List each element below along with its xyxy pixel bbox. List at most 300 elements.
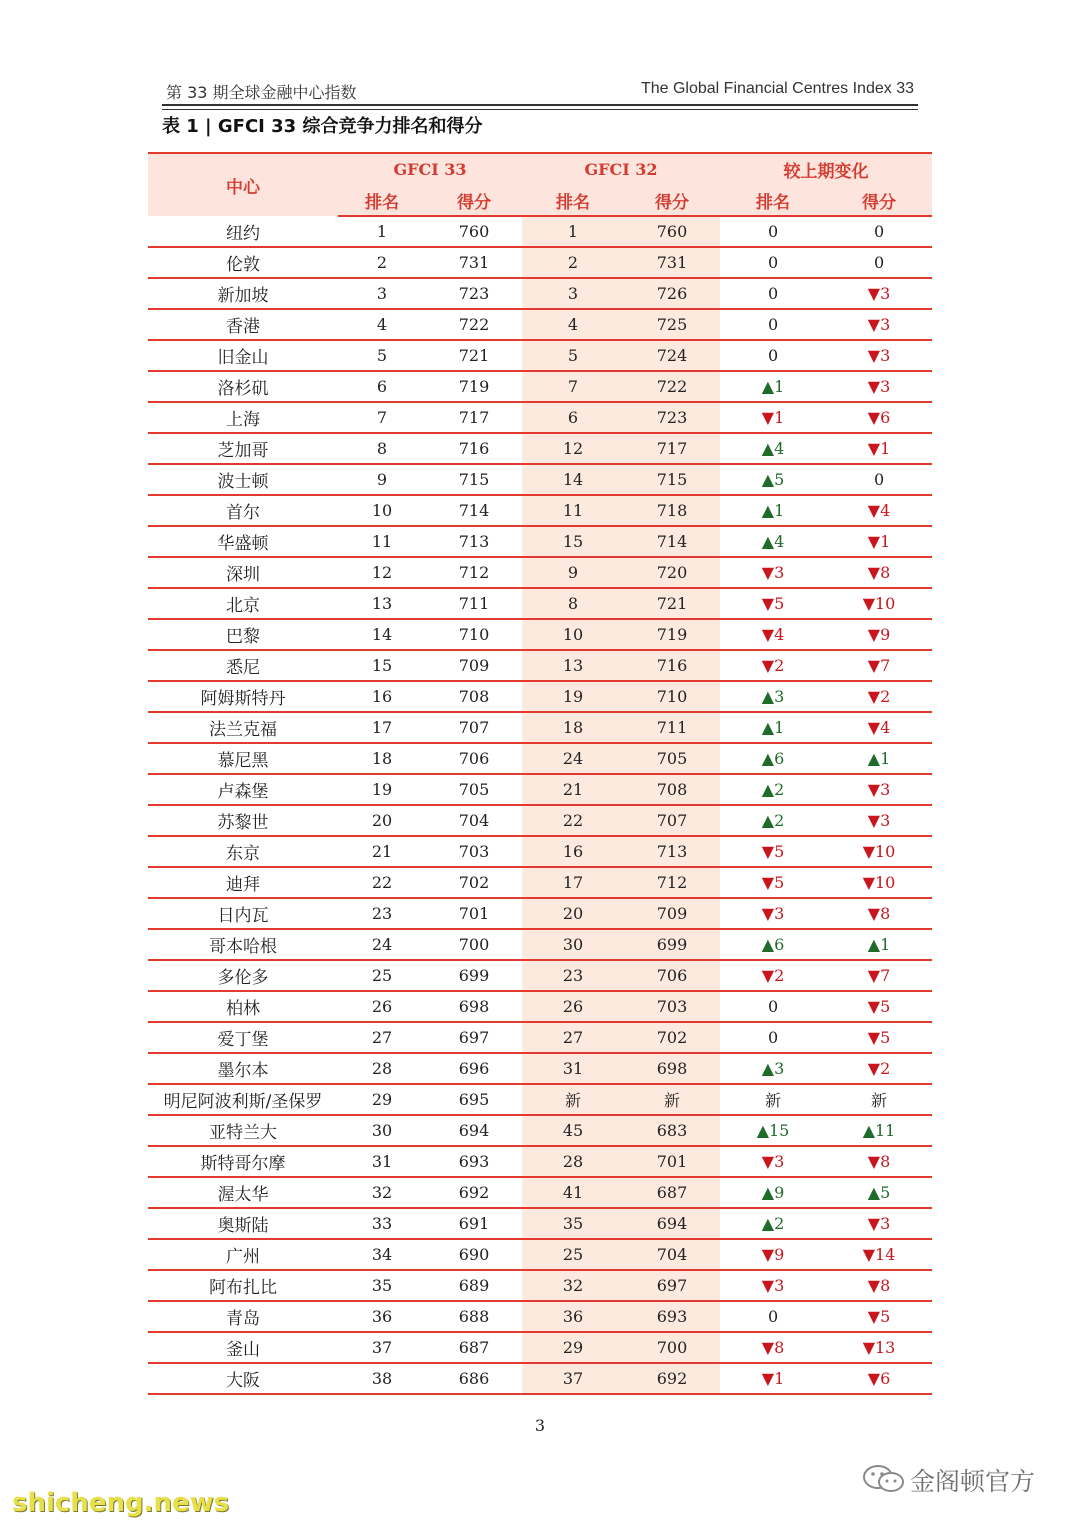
cell-change-score: ▼7	[826, 650, 932, 681]
cell-center: 芝加哥	[148, 433, 338, 464]
cell-gfci33-rank: 27	[338, 1022, 426, 1053]
cell-gfci32-score: 687	[624, 1177, 720, 1208]
cell-gfci33-score: 700	[426, 929, 522, 960]
cell-gfci33-rank: 16	[338, 681, 426, 712]
cell-change-score: ▼3	[826, 278, 932, 309]
cell-center: 香港	[148, 309, 338, 340]
header-right: The Global Financial Centres Index 33	[640, 80, 914, 97]
cell-gfci33-rank: 28	[338, 1053, 426, 1084]
cell-gfci32-score: 711	[624, 712, 720, 743]
cell-change-score: ▲1	[826, 929, 932, 960]
table-row	[148, 1146, 932, 1177]
table-row	[148, 1115, 932, 1146]
cell-change-rank: ▲1	[720, 495, 826, 526]
cell-change-score: 0	[826, 464, 932, 495]
cell-gfci32-rank: 新	[522, 1084, 624, 1115]
cell-gfci33-score: 722	[426, 309, 522, 340]
cell-gfci32-score: 705	[624, 743, 720, 774]
cell-change-rank: 0	[720, 278, 826, 309]
page-number: 3	[534, 1416, 546, 1435]
table-row	[148, 836, 932, 867]
cell-center: 巴黎	[148, 619, 338, 650]
cell-gfci32-rank: 15	[522, 526, 624, 557]
cell-gfci32-rank: 2	[522, 247, 624, 278]
cell-change-rank: 0	[720, 247, 826, 278]
cell-change-rank: ▲1	[720, 712, 826, 743]
cell-gfci33-score: 706	[426, 743, 522, 774]
cell-gfci33-score: 712	[426, 557, 522, 588]
cell-change-rank: ▼2	[720, 650, 826, 681]
table-row	[148, 1053, 932, 1084]
table-row	[148, 681, 932, 712]
col-gfci32-header: GFCI 32	[522, 153, 720, 185]
cell-center: 爱丁堡	[148, 1022, 338, 1053]
cell-gfci33-rank: 15	[338, 650, 426, 681]
cell-change-score: ▼2	[826, 1053, 932, 1084]
cell-gfci33-score: 688	[426, 1301, 522, 1332]
cell-gfci32-rank: 14	[522, 464, 624, 495]
cell-change-rank: ▲5	[720, 464, 826, 495]
cell-change-score: ▼13	[826, 1332, 932, 1363]
cell-gfci33-score: 714	[426, 495, 522, 526]
cell-gfci32-rank: 10	[522, 619, 624, 650]
cell-center: 阿姆斯特丹	[148, 681, 338, 712]
cell-change-score: ▼3	[826, 774, 932, 805]
cell-change-rank: ▲4	[720, 433, 826, 464]
cell-gfci32-score: 708	[624, 774, 720, 805]
cell-change-rank: 0	[720, 991, 826, 1022]
cell-change-score: ▼3	[826, 1208, 932, 1239]
table-row	[148, 216, 932, 247]
cell-gfci33-rank: 23	[338, 898, 426, 929]
cell-gfci32-rank: 5	[522, 340, 624, 371]
cell-gfci33-score: 707	[426, 712, 522, 743]
cell-gfci33-rank: 24	[338, 929, 426, 960]
cell-gfci32-score: 725	[624, 309, 720, 340]
cell-center: 洛杉矶	[148, 371, 338, 402]
cell-center: 卢森堡	[148, 774, 338, 805]
cell-gfci33-rank: 21	[338, 836, 426, 867]
cell-change-rank: ▼3	[720, 1146, 826, 1177]
cell-gfci32-rank: 45	[522, 1115, 624, 1146]
table-row	[148, 402, 932, 433]
cell-center: 东京	[148, 836, 338, 867]
cell-gfci33-score: 721	[426, 340, 522, 371]
col-center-header: 中心	[148, 153, 338, 216]
cell-gfci32-score: 760	[624, 216, 720, 247]
cell-gfci32-rank: 12	[522, 433, 624, 464]
cell-gfci33-rank: 5	[338, 340, 426, 371]
site-watermark: shicheng.news	[12, 1488, 230, 1518]
cell-center: 深圳	[148, 557, 338, 588]
cell-gfci33-score: 694	[426, 1115, 522, 1146]
cell-gfci33-rank: 17	[338, 712, 426, 743]
col-change-header: 较上期变化	[720, 153, 932, 185]
cell-change-rank: 0	[720, 309, 826, 340]
cell-gfci33-rank: 26	[338, 991, 426, 1022]
cell-change-rank: ▼3	[720, 1270, 826, 1301]
cell-change-rank: ▼5	[720, 836, 826, 867]
cell-center: 柏林	[148, 991, 338, 1022]
cell-gfci33-score: 708	[426, 681, 522, 712]
cell-gfci32-rank: 35	[522, 1208, 624, 1239]
cell-center: 墨尔本	[148, 1053, 338, 1084]
cell-change-score: ▼5	[826, 1022, 932, 1053]
cell-gfci33-rank: 10	[338, 495, 426, 526]
cell-change-rank: ▼4	[720, 619, 826, 650]
cell-gfci33-score: 716	[426, 433, 522, 464]
cell-gfci32-score: 718	[624, 495, 720, 526]
cell-gfci33-score: 723	[426, 278, 522, 309]
cell-gfci32-rank: 19	[522, 681, 624, 712]
cell-gfci32-score: 712	[624, 867, 720, 898]
table-row	[148, 774, 932, 805]
cell-gfci33-rank: 2	[338, 247, 426, 278]
table-row	[148, 1270, 932, 1301]
cell-center: 明尼阿波利斯/圣保罗	[148, 1084, 338, 1115]
cell-center: 釜山	[148, 1332, 338, 1363]
cell-change-score: ▼3	[826, 371, 932, 402]
cell-change-score: 0	[826, 247, 932, 278]
cell-gfci32-rank: 31	[522, 1053, 624, 1084]
cell-gfci33-rank: 38	[338, 1363, 426, 1394]
table-row	[148, 960, 932, 991]
cell-gfci33-score: 717	[426, 402, 522, 433]
cell-gfci33-rank: 14	[338, 619, 426, 650]
cell-gfci33-score: 686	[426, 1363, 522, 1394]
cell-gfci32-rank: 11	[522, 495, 624, 526]
cell-center: 大阪	[148, 1363, 338, 1394]
cell-gfci32-rank: 20	[522, 898, 624, 929]
cell-gfci32-score: 720	[624, 557, 720, 588]
table-body	[148, 216, 932, 1394]
cell-gfci33-rank: 33	[338, 1208, 426, 1239]
cell-gfci33-score: 713	[426, 526, 522, 557]
cell-center: 苏黎世	[148, 805, 338, 836]
cell-gfci32-rank: 9	[522, 557, 624, 588]
cell-change-score: ▼8	[826, 898, 932, 929]
cell-gfci32-score: 703	[624, 991, 720, 1022]
cell-change-score: ▼1	[826, 526, 932, 557]
cell-gfci32-score: 721	[624, 588, 720, 619]
table-row	[148, 650, 932, 681]
cell-gfci32-score: 704	[624, 1239, 720, 1270]
cell-change-rank: ▲4	[720, 526, 826, 557]
cell-change-score: ▼4	[826, 712, 932, 743]
cell-gfci32-score: 714	[624, 526, 720, 557]
cell-gfci32-score: 697	[624, 1270, 720, 1301]
cell-gfci33-score: 699	[426, 960, 522, 991]
table-row	[148, 1208, 932, 1239]
cell-change-score: ▼2	[826, 681, 932, 712]
cell-change-score: 新	[826, 1084, 932, 1115]
cell-gfci32-score: 692	[624, 1363, 720, 1394]
cell-center: 广州	[148, 1239, 338, 1270]
cell-gfci33-rank: 13	[338, 588, 426, 619]
cell-change-rank: ▲6	[720, 743, 826, 774]
cell-gfci33-rank: 12	[338, 557, 426, 588]
col-gfci32-score: 得分	[624, 185, 720, 216]
account-watermark: 金阁顿官方	[910, 1467, 1036, 1496]
cell-center: 上海	[148, 402, 338, 433]
table-row	[148, 619, 932, 650]
table-row	[148, 1363, 932, 1394]
col-change-rank: 排名	[720, 185, 826, 216]
cell-gfci33-rank: 30	[338, 1115, 426, 1146]
cell-gfci32-score: 706	[624, 960, 720, 991]
cell-gfci33-score: 687	[426, 1332, 522, 1363]
cell-gfci32-rank: 3	[522, 278, 624, 309]
cell-center: 哥本哈根	[148, 929, 338, 960]
cell-gfci32-score: 709	[624, 898, 720, 929]
cell-gfci32-rank: 36	[522, 1301, 624, 1332]
cell-gfci32-rank: 41	[522, 1177, 624, 1208]
cell-change-score: ▼8	[826, 1146, 932, 1177]
cell-gfci32-score: 731	[624, 247, 720, 278]
cell-gfci33-rank: 6	[338, 371, 426, 402]
cell-gfci32-score: 693	[624, 1301, 720, 1332]
cell-gfci32-rank: 23	[522, 960, 624, 991]
cell-gfci33-score: 704	[426, 805, 522, 836]
cell-gfci32-rank: 32	[522, 1270, 624, 1301]
table-row	[148, 247, 932, 278]
cell-gfci32-score: 699	[624, 929, 720, 960]
cell-gfci33-rank: 22	[338, 867, 426, 898]
cell-gfci33-score: 701	[426, 898, 522, 929]
table-row	[148, 1022, 932, 1053]
cell-gfci32-score: 726	[624, 278, 720, 309]
cell-change-rank: ▲3	[720, 681, 826, 712]
cell-gfci33-rank: 36	[338, 1301, 426, 1332]
cell-change-score: 0	[826, 216, 932, 247]
cell-center: 亚特兰大	[148, 1115, 338, 1146]
cell-change-rank: 新	[720, 1084, 826, 1115]
table-row	[148, 526, 932, 557]
cell-gfci33-rank: 35	[338, 1270, 426, 1301]
wechat-icon	[862, 1464, 906, 1494]
cell-gfci33-rank: 7	[338, 402, 426, 433]
table-row	[148, 1332, 932, 1363]
cell-change-score: ▼14	[826, 1239, 932, 1270]
cell-gfci32-score: 683	[624, 1115, 720, 1146]
cell-change-score: ▼3	[826, 805, 932, 836]
cell-gfci33-rank: 25	[338, 960, 426, 991]
cell-change-rank: ▼3	[720, 898, 826, 929]
cell-center: 多伦多	[148, 960, 338, 991]
cell-center: 纽约	[148, 216, 338, 247]
cell-change-score: ▼8	[826, 1270, 932, 1301]
cell-gfci32-score: 701	[624, 1146, 720, 1177]
cell-gfci32-rank: 37	[522, 1363, 624, 1394]
cell-change-rank: ▼5	[720, 867, 826, 898]
cell-center: 悉尼	[148, 650, 338, 681]
cell-gfci33-score: 705	[426, 774, 522, 805]
col-gfci33-rank: 排名	[338, 185, 426, 216]
cell-center: 日内瓦	[148, 898, 338, 929]
cell-gfci33-score: 689	[426, 1270, 522, 1301]
cell-gfci33-rank: 37	[338, 1332, 426, 1363]
cell-change-score: ▲1	[826, 743, 932, 774]
table-title: 表 1 | GFCI 33 综合竞争力排名和得分	[162, 116, 483, 137]
cell-change-score: ▼3	[826, 309, 932, 340]
cell-center: 渥太华	[148, 1177, 338, 1208]
cell-change-rank: 0	[720, 1301, 826, 1332]
cell-gfci33-score: 697	[426, 1022, 522, 1053]
cell-gfci32-rank: 29	[522, 1332, 624, 1363]
col-gfci32-rank: 排名	[522, 185, 624, 216]
cell-gfci33-score: 711	[426, 588, 522, 619]
cell-gfci33-rank: 32	[338, 1177, 426, 1208]
cell-change-rank: ▲6	[720, 929, 826, 960]
cell-gfci32-rank: 4	[522, 309, 624, 340]
table-row	[148, 588, 932, 619]
cell-gfci32-rank: 6	[522, 402, 624, 433]
cell-gfci33-score: 702	[426, 867, 522, 898]
cell-gfci33-score: 709	[426, 650, 522, 681]
cell-gfci33-score: 703	[426, 836, 522, 867]
running-header	[162, 78, 918, 106]
col-gfci33-header: GFCI 33	[338, 153, 522, 185]
table-row	[148, 495, 932, 526]
cell-gfci33-score: 731	[426, 247, 522, 278]
cell-gfci32-score: 717	[624, 433, 720, 464]
cell-gfci33-score: 760	[426, 216, 522, 247]
cell-change-rank: ▲2	[720, 1208, 826, 1239]
cell-gfci33-rank: 1	[338, 216, 426, 247]
cell-center: 波士顿	[148, 464, 338, 495]
cell-change-score: ▼7	[826, 960, 932, 991]
cell-gfci32-rank: 16	[522, 836, 624, 867]
cell-gfci33-rank: 9	[338, 464, 426, 495]
cell-center: 迪拜	[148, 867, 338, 898]
cell-gfci33-rank: 29	[338, 1084, 426, 1115]
cell-gfci33-score: 692	[426, 1177, 522, 1208]
table-row	[148, 991, 932, 1022]
cell-change-rank: ▲15	[720, 1115, 826, 1146]
cell-gfci32-score: 716	[624, 650, 720, 681]
cell-gfci32-score: 724	[624, 340, 720, 371]
cell-gfci33-score: 696	[426, 1053, 522, 1084]
cell-change-rank: 0	[720, 216, 826, 247]
cell-change-rank: ▼9	[720, 1239, 826, 1270]
cell-gfci33-rank: 4	[338, 309, 426, 340]
cell-gfci33-rank: 18	[338, 743, 426, 774]
cell-gfci33-score: 710	[426, 619, 522, 650]
cell-change-score: ▼10	[826, 836, 932, 867]
table-row	[148, 867, 932, 898]
cell-gfci33-score: 691	[426, 1208, 522, 1239]
table-row	[148, 433, 932, 464]
cell-gfci32-score: 713	[624, 836, 720, 867]
cell-gfci32-rank: 30	[522, 929, 624, 960]
cell-gfci33-score: 698	[426, 991, 522, 1022]
cell-gfci32-rank: 27	[522, 1022, 624, 1053]
cell-gfci33-rank: 11	[338, 526, 426, 557]
cell-center: 慕尼黑	[148, 743, 338, 774]
cell-change-rank: ▼5	[720, 588, 826, 619]
gfci-ranking-table	[148, 152, 932, 1395]
table-row	[148, 1084, 932, 1115]
cell-gfci32-rank: 26	[522, 991, 624, 1022]
cell-change-score: ▼6	[826, 1363, 932, 1394]
table-row	[148, 712, 932, 743]
cell-center: 法兰克福	[148, 712, 338, 743]
cell-change-score: ▼9	[826, 619, 932, 650]
table-row	[148, 340, 932, 371]
cell-center: 北京	[148, 588, 338, 619]
cell-change-score: ▲5	[826, 1177, 932, 1208]
table-row	[148, 929, 932, 960]
cell-center: 奥斯陆	[148, 1208, 338, 1239]
cell-change-score: ▼10	[826, 867, 932, 898]
table-row	[148, 1177, 932, 1208]
cell-gfci32-score: 700	[624, 1332, 720, 1363]
table-row	[148, 1239, 932, 1270]
cell-gfci32-rank: 13	[522, 650, 624, 681]
cell-gfci33-score: 693	[426, 1146, 522, 1177]
cell-gfci32-score: 710	[624, 681, 720, 712]
cell-gfci32-score: 722	[624, 371, 720, 402]
col-gfci33-score: 得分	[426, 185, 522, 216]
table-row	[148, 898, 932, 929]
cell-gfci33-rank: 8	[338, 433, 426, 464]
cell-gfci32-rank: 24	[522, 743, 624, 774]
cell-change-rank: ▼3	[720, 557, 826, 588]
cell-change-rank: ▲3	[720, 1053, 826, 1084]
cell-gfci32-rank: 1	[522, 216, 624, 247]
cell-gfci32-rank: 28	[522, 1146, 624, 1177]
table-row	[148, 371, 932, 402]
cell-gfci32-score: 新	[624, 1084, 720, 1115]
cell-change-score: ▲11	[826, 1115, 932, 1146]
cell-center: 斯特哥尔摩	[148, 1146, 338, 1177]
cell-gfci32-score: 698	[624, 1053, 720, 1084]
table-row	[148, 805, 932, 836]
cell-change-rank: ▲2	[720, 774, 826, 805]
cell-gfci33-score: 715	[426, 464, 522, 495]
cell-gfci32-score: 707	[624, 805, 720, 836]
cell-center: 首尔	[148, 495, 338, 526]
cell-change-rank: ▲2	[720, 805, 826, 836]
col-change-score: 得分	[826, 185, 932, 216]
cell-center: 华盛顿	[148, 526, 338, 557]
cell-gfci32-rank: 22	[522, 805, 624, 836]
cell-change-rank: ▼2	[720, 960, 826, 991]
cell-center: 新加坡	[148, 278, 338, 309]
cell-gfci33-score: 695	[426, 1084, 522, 1115]
table-row	[148, 557, 932, 588]
cell-gfci32-rank: 7	[522, 371, 624, 402]
cell-change-rank: 0	[720, 340, 826, 371]
cell-change-score: ▼8	[826, 557, 932, 588]
cell-change-score: ▼6	[826, 402, 932, 433]
table-row	[148, 1301, 932, 1332]
cell-change-score: ▼10	[826, 588, 932, 619]
cell-change-rank: ▼8	[720, 1332, 826, 1363]
table-row	[148, 464, 932, 495]
cell-change-score: ▼5	[826, 1301, 932, 1332]
cell-gfci32-rank: 18	[522, 712, 624, 743]
cell-change-score: ▼5	[826, 991, 932, 1022]
header-rule	[162, 109, 918, 110]
cell-change-rank: ▼1	[720, 402, 826, 433]
cell-center: 旧金山	[148, 340, 338, 371]
cell-change-rank: ▼1	[720, 1363, 826, 1394]
cell-change-rank: ▲1	[720, 371, 826, 402]
cell-gfci32-score: 702	[624, 1022, 720, 1053]
table-row	[148, 278, 932, 309]
cell-gfci32-rank: 8	[522, 588, 624, 619]
